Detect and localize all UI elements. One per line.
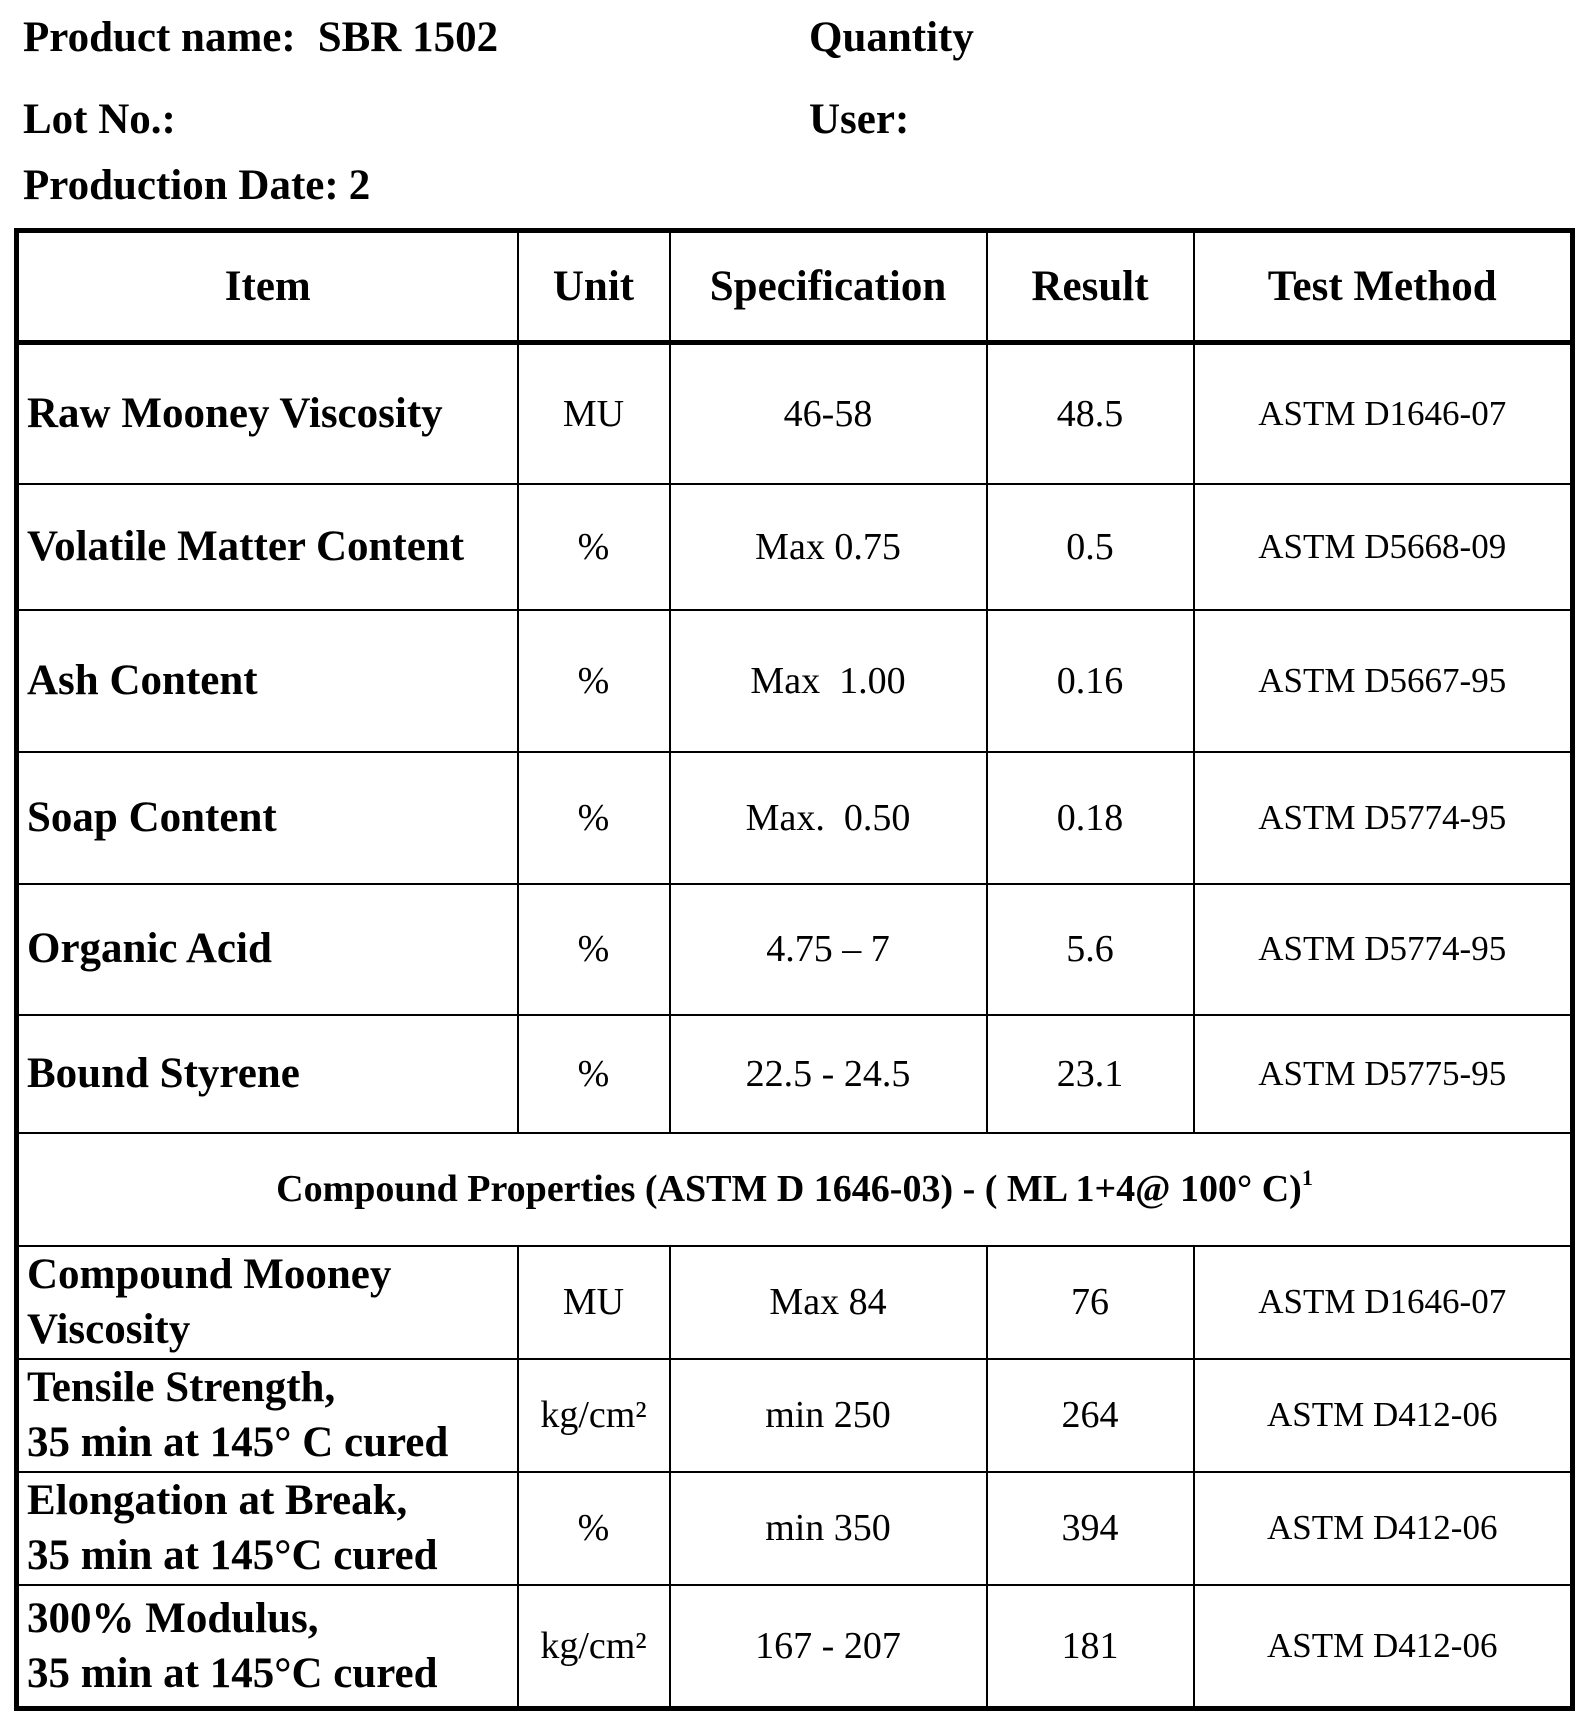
item-cell: Bound Styrene [17,1015,518,1133]
item-cell: Volatile Matter Content [17,484,518,610]
test-method-cell: ASTM D1646-07 [1194,1246,1573,1359]
table-row [17,1585,1573,1709]
unit-cell: % [518,1472,670,1585]
lot-number-label: Lot No.: [23,96,176,143]
table-row [17,752,1573,884]
product-name-value: SBR 1502 [317,14,499,61]
unit-cell: kg/cm² [518,1359,670,1472]
item-cell [17,1246,518,1359]
item-cell [17,1472,518,1585]
item-cell [17,1359,518,1472]
result-cell: 0.18 [987,752,1194,884]
item-cell: Ash Content [17,610,518,752]
result-cell: 48.5 [987,343,1194,484]
production-date-line [23,164,370,207]
specification-cell: 22.5 - 24.5 [670,1015,987,1133]
item-line: Tensile Strength, [27,1363,336,1411]
table-row [17,1359,1573,1472]
test-method-cell: ASTM D412-06 [1194,1359,1573,1472]
production-date-label: Production Date: [23,162,339,209]
unit-cell: MU [518,1246,670,1359]
product-name-label: Product name: [23,14,296,61]
result-cell: 23.1 [987,1015,1194,1133]
column-header-unit: Unit [518,231,670,343]
item-line: Elongation at Break, [27,1476,408,1524]
result-cell: 264 [987,1359,1194,1472]
item-line: 35 min at 145°C cured [27,1532,438,1579]
specification-cell: min 350 [670,1472,987,1585]
result-cell: 181 [987,1585,1194,1709]
specification-cell: Max 1.00 [670,610,987,752]
product-name-line [23,16,498,59]
compound-properties-title: Compound Properties (ASTM D 1646-03) - ( ML 1+4@ 100° C) [276,1168,1302,1210]
column-header-item: Item [17,231,518,343]
specification-cell: Max 0.75 [670,484,987,610]
test-method-cell: ASTM D1646-07 [1194,343,1573,484]
specification-cell: 167 - 207 [670,1585,987,1709]
unit-cell: kg/cm² [518,1585,670,1709]
item-cell [17,1585,518,1709]
item-line: 300% Modulus, [27,1594,319,1642]
unit-cell: % [518,484,670,610]
table-row [17,884,1573,1015]
result-cell: 0.5 [987,484,1194,610]
user-label: User: [809,96,910,143]
test-method-cell: ASTM D5667-95 [1194,610,1573,752]
table-row [17,343,1573,484]
item-cell: Raw Mooney Viscosity [17,343,518,484]
test-method-cell: ASTM D5774-95 [1194,884,1573,1015]
table-header-row [17,231,1573,343]
table-row [17,484,1573,610]
test-method-cell: ASTM D412-06 [1194,1585,1573,1709]
table-row [17,610,1573,752]
result-cell: 76 [987,1246,1194,1359]
item-cell: Organic Acid [17,884,518,1015]
test-method-cell: ASTM D412-06 [1194,1472,1573,1585]
specification-cell: min 250 [670,1359,987,1472]
table-row [17,1015,1573,1133]
column-header-result: Result [987,231,1194,343]
table-row [17,1246,1573,1359]
footnote-marker: 1 [1301,1165,1313,1190]
unit-cell: % [518,752,670,884]
unit-cell: % [518,1015,670,1133]
item-cell: Soap Content [17,752,518,884]
specification-cell: Max. 0.50 [670,752,987,884]
unit-cell: % [518,610,670,752]
item-line: Compound Mooney [27,1250,392,1298]
table-row [17,1472,1573,1585]
specification-table [14,228,1575,1711]
quantity-label: Quantity [809,14,974,61]
compound-properties-heading [17,1133,1573,1246]
result-cell: 5.6 [987,884,1194,1015]
test-method-cell: ASTM D5775-95 [1194,1015,1573,1133]
test-method-cell: ASTM D5774-95 [1194,752,1573,884]
item-line: 35 min at 145° C cured [27,1419,449,1466]
result-cell: 0.16 [987,610,1194,752]
test-method-cell: ASTM D5668-09 [1194,484,1573,610]
item-line: Viscosity [27,1306,191,1353]
specification-cell: 46-58 [670,343,987,484]
column-header-test-method: Test Method [1194,231,1573,343]
unit-cell: MU [518,343,670,484]
section-header-row [17,1133,1573,1246]
column-header-specification: Specification [670,231,987,343]
production-date-value: 2 [348,162,371,209]
result-cell: 394 [987,1472,1194,1585]
specification-cell: 4.75 – 7 [670,884,987,1015]
unit-cell: % [518,884,670,1015]
item-line: 35 min at 145°C cured [27,1649,438,1697]
specification-cell: Max 84 [670,1246,987,1359]
